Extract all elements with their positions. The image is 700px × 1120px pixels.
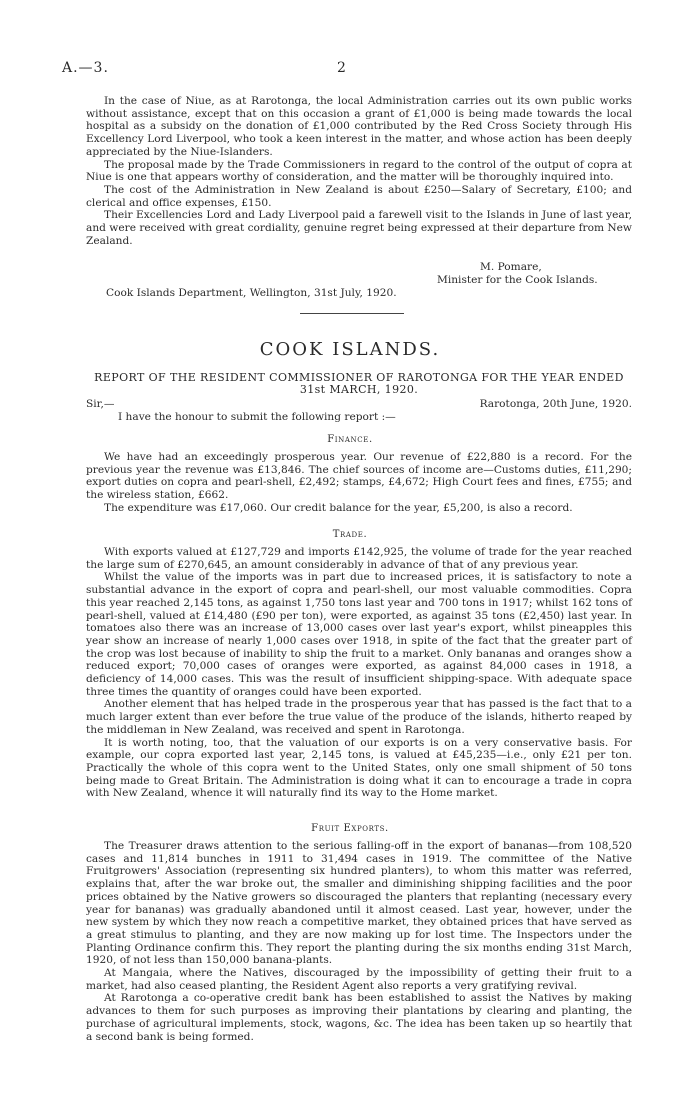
report-title-line-1: REPORT OF THE RESIDENT COMMISSIONER OF RAROTONGA FOR THE YEAR ENDED — [94, 371, 624, 384]
finance-paragraph: We have had an exceedingly prosperous year. Our revenue of £22,880 is a record. For the previous year the revenue was £13,846. The chief sources of income are—Customs duties, £11,290; export duties on copra and pearl-shell, £2,492; stamps, £4,672; High Court fees and fines, £755; and the wireless station, £662. — [86, 451, 632, 502]
signature-title: Minister for the Cook Islands. — [437, 274, 598, 286]
opening-line: I have the honour to submit the following report :— — [118, 411, 396, 423]
report-title — [86, 372, 632, 396]
finance-paragraph: The expenditure was £17,060. Our credit balance for the year, £5,200, is also a record. — [104, 501, 573, 514]
report-dateline: Rarotonga, 20th June, 1920. — [479, 398, 632, 410]
finance-heading: Finance. — [327, 434, 373, 445]
niue-paragraph: Their Excellencies Lord and Lady Liverpool paid a farewell visit to the Islands in June of last year, and were received with great cordiality, genuine regret being expressed at their departure from New Zealand. — [86, 209, 632, 247]
report-title-line-2: 31st MARCH, 1920. — [299, 383, 419, 396]
section-title: COOK ISLANDS. — [259, 339, 441, 360]
fruit-exports-section — [86, 840, 632, 1043]
section-divider — [300, 313, 404, 314]
niue-paragraph: The cost of the Administration in New Zealand is about £250—Salary of Secretary, £100; and clerical and office expenses, £150. — [86, 183, 632, 209]
department-dateline: Cook Islands Department, Wellington, 31st July, 1920. — [106, 287, 397, 299]
trade-paragraph: With exports valued at £127,729 and imports £142,925, the volume of trade for the year reached the large sum of £270,645, an amount considerably in advance of that of any previous year. — [86, 546, 632, 571]
salutation: Sir,— — [86, 398, 115, 410]
niue-paragraph: In the case of Niue, as at Rarotonga, the local Administration carries out its own public works without assistance, except that on this occasion a grant of £1,000 is being made towards the local hospital as a subsidy on the donation of £1,000 contributed by the Red Cross Society through His Excellency Lord Liverpool, who took a keen interest in the matter, and whose action has been deeply appreciated by the Niue-Islanders. — [86, 95, 632, 158]
trade-paragraph: Another element that has helped trade in the prosperous year that has passed is the fact that to a much larger extent than ever before the true value of the produce of the islands, hitherto reaped by the middleman in New Zealand, was received and spent in Rarotonga. — [86, 698, 632, 736]
fruit-paragraph: The Treasurer draws attention to the serious falling-off in the export of bananas—from 108,520 cases and 11,814 bunches in 1911 to 31,494 cases in 1919. The committee of the Native Fruitgrowers' Association (representing six hundred planters), to whom this matter was referred, explains that, after the war broke out, the smaller and diminishing shipping facilities and the poor prices obtained by the Native growers so discouraged the planters that replanting (necessary every year for bananas) was gradually abandoned until it almost ceased. Last year, however, under the new system by which they now reach a competitive market, they obtained prices that have served as a great stimulus to planting, and they are now making up for lost time. The Inspectors under the Planting Ordinance confirm this. They report the planting during the six months ending 31st March, 1920, of not less than 150,000 banana-plants. — [86, 840, 632, 967]
fruit-exports-heading: Fruit Exports. — [311, 823, 389, 834]
trade-paragraph: Whilst the value of the imports was in part due to increased prices, it is satisfactory to note a substantial advance in the export of copra and pearl-shell, our most valuable commodities. Copra this year reached 2,145 tons, as against 1,750 tons last year and 700 tons in 1917; whilst 162 tons of pearl-shell, valued at £14,480 (£90 per ton), were exported, as against 35 tons (£2,450) last year. In tomatoes also there was an increase of 13,000 cases over last year's export, whilst pineapples this year show an increase of nearly 1,000 cases over 1918, in spite of the fact that the greater part of the crop was lost because of inability to ship the fruit to a market. Only bananas and oranges show a reduced export; 70,000 cases of oranges were exported, as against 84,000 cases in 1918, a deficiency of 14,000 cases. This was the result of insufficient shipping-space. With adequate space three times the quantity of oranges could have been exported. — [86, 571, 632, 698]
trade-paragraph: It is worth noting, too, that the valuation of our exports is on a very conservative basis. For example, our copra exported last year, 2,145 tons, is valued at £45,235—i.e., only £21 per ton. Practically the whole of this copra went to the United States, only one small shipment of 50 tons being made to Great Britain. The Administration is doing what it can to encourage a trade in copra with New Zealand, whence it will naturally find its way to the Home market. — [86, 736, 632, 800]
page-number: 2 — [337, 60, 346, 76]
finance-section — [86, 451, 632, 515]
niue-paragraph: The proposal made by the Trade Commissioners in regard to the control of the output of copra at Niue is one that appears worthy of consideration, and the matter will be thoroughly inquired into. — [86, 158, 632, 184]
fruit-paragraph: At Mangaia, where the Natives, discouraged by the impossibility of getting their fruit to a market, had also ceased planting, the Resident Agent also reports a very gratifying revival. — [86, 967, 632, 992]
trade-section — [86, 546, 632, 800]
signature-name: M. Pomare, — [480, 261, 542, 273]
parliamentary-paper-reference: A.—3. — [62, 60, 109, 76]
niue-section — [86, 95, 632, 247]
fruit-paragraph: At Rarotonga a co-operative credit bank has been established to assist the Natives by making advances to them for such purposes as improving their plantations by clearing and planting, the purchase of agricultural implements, stock, wagons, &c. The idea has been taken up so heartily that a second bank is being formed. — [86, 992, 632, 1043]
trade-heading: Trade. — [332, 529, 368, 540]
